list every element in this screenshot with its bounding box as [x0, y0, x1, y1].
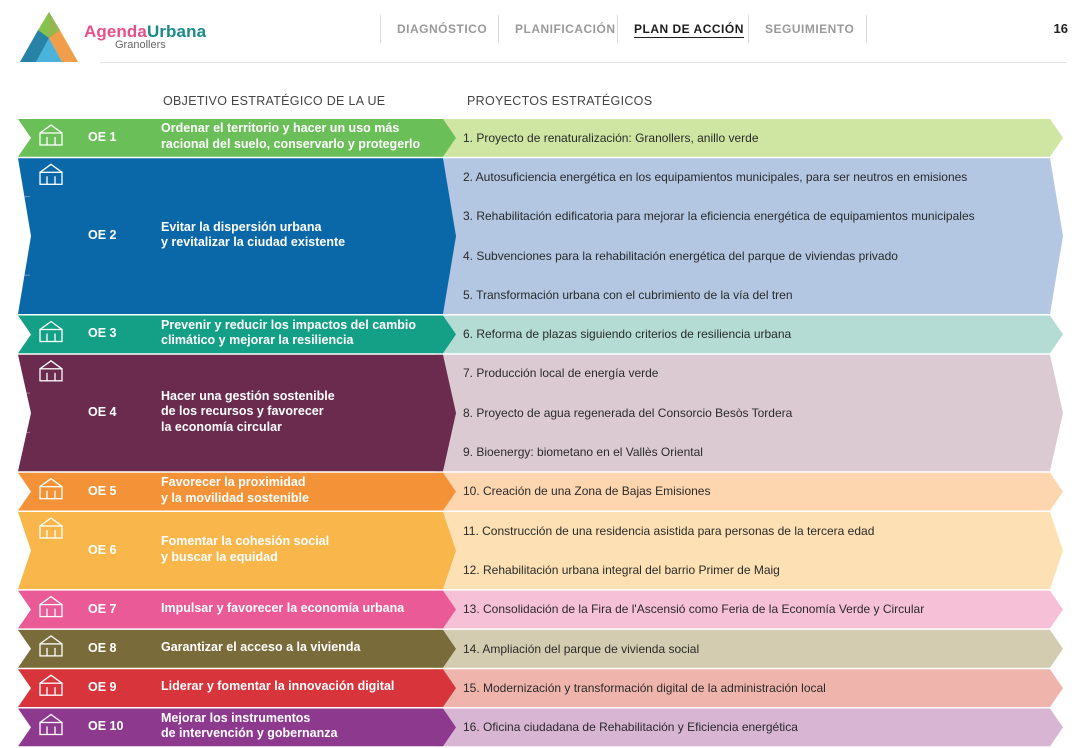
- oe2-title-line: y revitalizar la ciudad existente: [161, 235, 346, 250]
- oe2-code: OE 2: [88, 228, 117, 243]
- oe3-title-line: Prevenir y reducir los impactos del cambio: [161, 317, 416, 332]
- project-item: 16. Oficina ciudadana de Rehabilitación y Eficiencia energética: [463, 720, 798, 735]
- oe7-title-line: Impulsar y favorecer la economía urbana: [161, 600, 405, 615]
- project-item: 12. Rehabilitación urbana integral del barrio Primer de Maig: [463, 562, 780, 577]
- oe8-title: [161, 640, 451, 656]
- oe5-code: OE 5: [88, 483, 117, 498]
- project-item: 10. Creación de una Zona de Bajas Emisiones: [463, 484, 711, 499]
- nav-planificacion-label: PLANIFICACIÓN: [515, 22, 616, 36]
- project-item: 1. Proyecto de renaturalización: Granollers, anillo verde: [463, 130, 759, 145]
- oe1-title: [161, 121, 451, 152]
- project-item: 5. Transformación urbana con el cubrimiento de la vía del tren: [463, 287, 793, 302]
- project-item: 11. Construcción de una residencia asistida para personas de la tercera edad: [463, 523, 875, 538]
- oe4-title-line: Hacer una gestión sostenible: [161, 388, 335, 403]
- oe1-code: OE 1: [88, 129, 117, 144]
- oe5-title-line: Favorecer la proximidad: [161, 475, 306, 490]
- oe4-title: [161, 389, 451, 436]
- project-item: 8. Proyecto de agua regenerada del Consorcio Besòs Tordera: [463, 405, 793, 420]
- oe6-title-line: Fomentar la cohesión social: [161, 534, 330, 549]
- logo-agenda: Agenda: [84, 22, 147, 41]
- project-item: 4. Subvenciones para la rehabilitación energética del parque de viviendas privado: [463, 248, 898, 263]
- oe4-code: OE 4: [88, 405, 117, 419]
- oe9-code: OE 9: [88, 680, 117, 695]
- oe5-title-line: y la movilidad sostenible: [161, 490, 309, 505]
- nav-diagnostico-label: DIAGNÓSTICO: [397, 22, 488, 36]
- oe2-title: [161, 220, 451, 251]
- oe6-code: OE 6: [88, 542, 117, 557]
- oe6-title-line: y buscar la equidad: [161, 549, 278, 564]
- project-item: 6. Reforma de plazas siguiendo criterios de resiliencia urbana: [463, 327, 792, 342]
- oe6-title: [161, 534, 451, 565]
- project-item: 9. Bioenergy: biometano en el Vallès Oriental: [463, 445, 703, 460]
- oe2-title-line: Evitar la dispersión urbana: [161, 219, 322, 234]
- logo-urbana: Urbana: [146, 22, 207, 41]
- oe9-title-line: Liderar y fomentar la innovación digital: [161, 679, 395, 694]
- column-header-projects: PROYECTOS ESTRATÉGICOS: [467, 94, 653, 108]
- oe10-title-line: Mejorar los instrumentos: [161, 710, 311, 725]
- nav-seguimiento-label: SEGUIMIENTO: [765, 22, 855, 36]
- oe3-code: OE 3: [88, 326, 117, 341]
- oe7-code: OE 7: [88, 601, 117, 616]
- logo-subtitle: Granollers: [115, 39, 166, 51]
- project-item: 3. Rehabilitación edificatoria para mejorar la eficiencia energética de equipamientos municipales: [463, 209, 975, 224]
- oe3-title: [161, 318, 451, 349]
- oe4-title-line: de los recursos y favorecer: [161, 404, 324, 419]
- page-number: 16: [1053, 21, 1068, 36]
- oe8-title-line: Garantizar el acceso a la vivienda: [161, 640, 361, 655]
- project-item: 14. Ampliación del parque de vivienda social: [463, 641, 700, 656]
- oe10-title-line: de intervención y gobernanza: [161, 726, 338, 741]
- project-item: 7. Producción local de energía verde: [463, 366, 659, 381]
- oe1-title-line: Ordenar el territorio y hacer un uso más: [161, 121, 400, 136]
- column-header-objective: OBJETIVO ESTRATÉGICO DE LA UE: [163, 94, 386, 108]
- project-item: 13. Consolidación de la Fira de l'Ascensió como Feria de la Economía Verde y Circular: [463, 602, 925, 617]
- oe10-title: [161, 711, 451, 742]
- oe9-title: [161, 679, 451, 695]
- oe10-code: OE 10: [88, 719, 124, 734]
- oe8-code: OE 8: [88, 640, 117, 655]
- oe4-title-line: la economía circular: [161, 419, 282, 434]
- oe1-title-line: racional del suelo, conservarlo y protegerlo: [161, 136, 421, 151]
- project-item: 15. Modernización y transformación digital de la administración local: [463, 680, 826, 695]
- project-item: 2. Autosuficiencia energética en los equipamientos municipales, para ser neutros en emisiones: [463, 169, 968, 184]
- nav-plan-de-accion-label: PLAN DE ACCIÓN: [634, 22, 744, 36]
- oe5-title: [161, 475, 451, 506]
- oe7-title: [161, 601, 451, 617]
- oe3-title-line: climático y mejorar la resiliencia: [161, 333, 354, 348]
